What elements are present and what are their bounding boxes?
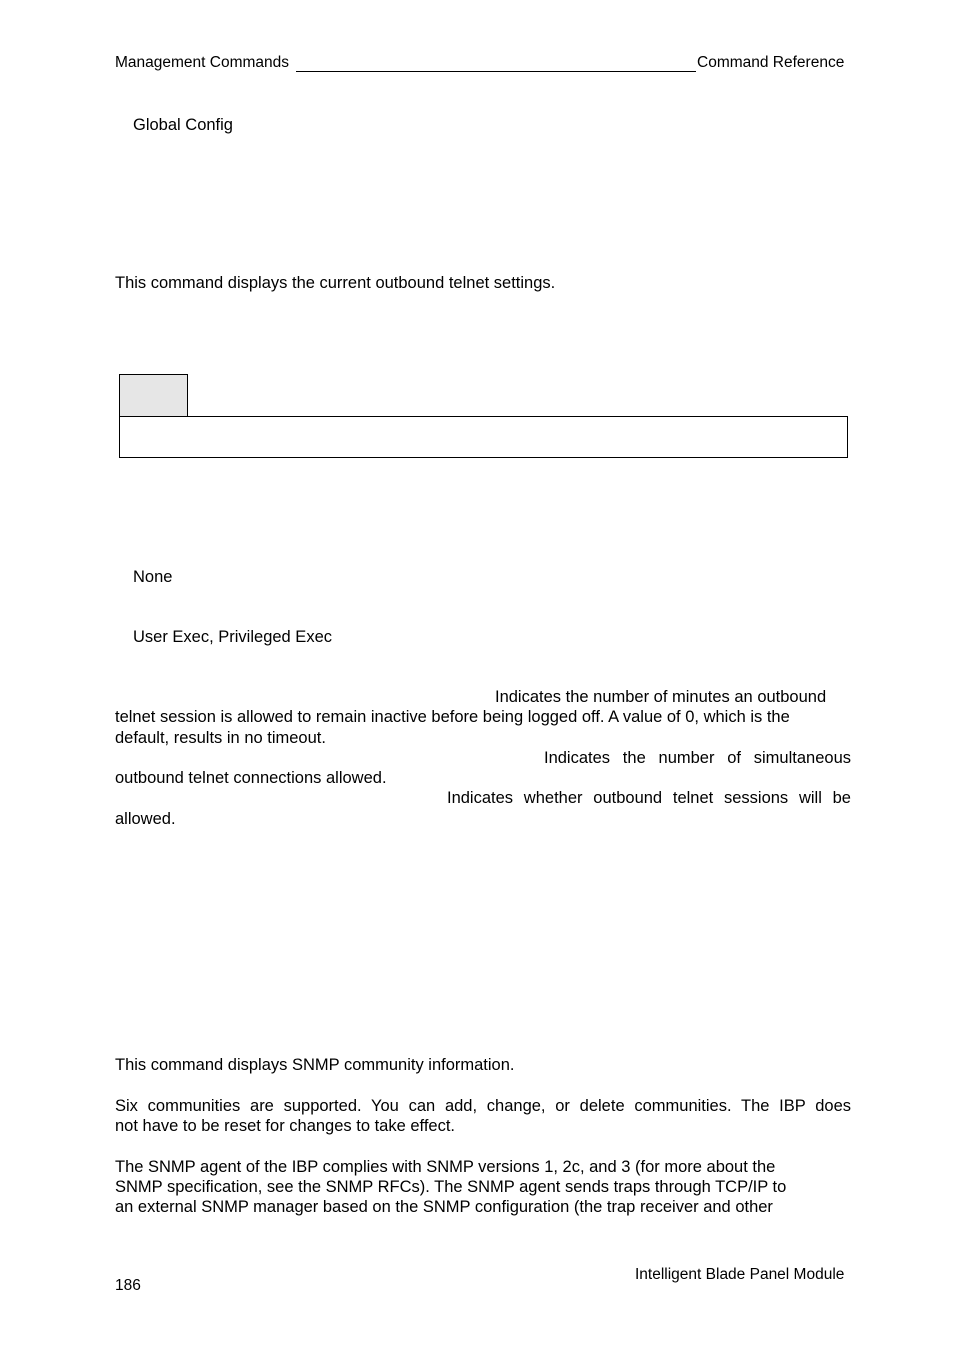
field-desc-1-line1: Indicates the number of minutes an outbound [495,688,827,706]
field-desc-1-line2: telnet session is allowed to remain inactive before being logged off. A value of 0, which is the [115,708,790,726]
telnet-description: This command displays the current outbound telnet settings. [115,274,556,292]
field-desc-3-line1: Indicates whether outbound telnet sessions will be [447,789,851,807]
page-number: 186 [115,1277,141,1294]
snmp-para3-line3: an external SNMP manager based on the SNMP configuration (the trap receiver and other [115,1198,773,1216]
snmp-para3-line1: The SNMP agent of the IBP complies with SNMP versions 1, 2c, and 3 (for more about the [115,1158,776,1176]
header-left: Management Commands [115,54,290,71]
header-right: Command Reference [697,54,845,71]
field-desc-2-line2: outbound telnet connections allowed. [115,769,387,787]
snmp-para3-line2: SNMP specification, see the SNMP RFCs). The SNMP agent sends traps through TCP/IP to [115,1178,787,1196]
top-command-mode: Global Config [133,116,233,134]
field-desc-3-line2: allowed. [115,810,176,828]
syntax-table-tab [119,374,188,417]
snmp-description: This command displays SNMP community information. [115,1056,515,1074]
snmp-para2-line2: not have to be reset for changes to take effect. [115,1117,455,1135]
syntax-table-box [119,416,848,458]
field-desc-1-line3: default, results in no timeout. [115,729,326,747]
snmp-para2-line1: Six communities are supported. You can add, change, or delete communities. The IBP does [115,1097,851,1115]
footer-title: Intelligent Blade Panel Module [635,1266,845,1283]
header-rule [296,71,696,72]
field-desc-2-line1: Indicates the number of simultaneous [544,749,851,767]
telnet-command-mode: User Exec, Privileged Exec [133,628,332,646]
telnet-default-value: None [133,568,173,586]
